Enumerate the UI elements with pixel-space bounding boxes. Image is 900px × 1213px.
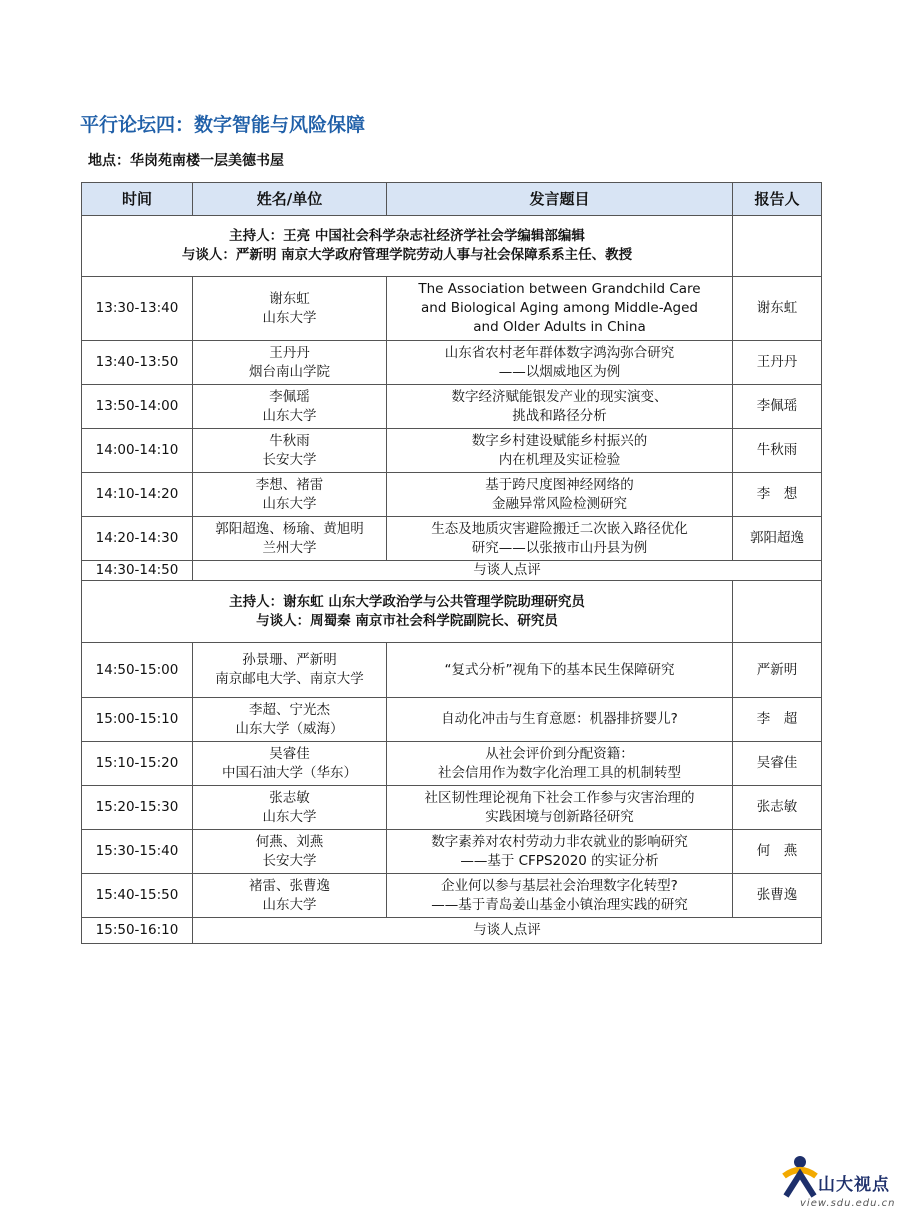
topic-cell-line: 社会信用作为数字化治理工具的机制转型 [438, 764, 681, 781]
logo-text: 山大视点 [818, 1175, 890, 1195]
speaker-cell: 李佩瑶 [733, 385, 822, 429]
topic-cell [387, 385, 733, 429]
topic-cell-line: 企业何以参与基层社会治理数字化转型? [441, 877, 678, 894]
topic-cell-line: 金融异常风险检测研究 [492, 495, 627, 512]
name-unit-cell-line: 李超、宁光杰 [249, 701, 330, 718]
name-unit-cell [193, 429, 387, 473]
time-cell: 13:30-13:40 [82, 277, 193, 341]
topic-cell [387, 874, 733, 918]
table-row [82, 385, 822, 429]
time-cell: 14:20-14:30 [82, 517, 193, 561]
table-row [82, 429, 822, 473]
table-row [82, 786, 822, 830]
table-row [82, 830, 822, 874]
name-unit-cell-line: 李想、褚雷 [255, 476, 324, 493]
table-row [82, 698, 822, 742]
time-cell: 15:50-16:10 [82, 918, 193, 944]
name-unit-cell [193, 786, 387, 830]
topic-cell-line: 自动化冲击与生育意愿：机器排挤婴儿? [441, 711, 678, 727]
name-unit-cell-line: 谢东虹 [269, 290, 310, 307]
sdu-view-logo-icon [780, 1152, 820, 1200]
time-cell: 15:40-15:50 [82, 874, 193, 918]
discussant-line: 与谈人：周蜀秦 南京市社会科学院副院长、研究员 [256, 612, 558, 629]
name-unit-cell-line: 郭阳超逸、杨瑜、黄旭明 [215, 520, 364, 537]
table-row [82, 517, 822, 561]
topic-cell-line: 实践困境与创新路径研究 [485, 808, 634, 825]
table-row [82, 277, 822, 341]
name-unit-cell-line: 牛秋雨 [269, 432, 310, 449]
review-label: 与谈人点评 [193, 918, 822, 944]
topic-cell-line: 山东省农村老年群体数字鸿沟弥合研究 [444, 344, 675, 361]
name-unit-cell [193, 698, 387, 742]
speaker-cell: 谢东虹 [733, 277, 822, 341]
host-cell [82, 216, 733, 277]
topic-cell-line: and Biological Aging among Middle-Aged [421, 300, 698, 316]
speaker-cell: 何 燕 [733, 830, 822, 874]
topic-cell-line: 社区韧性理论视角下社会工作参与灾害治理的 [424, 789, 695, 806]
review-row [82, 918, 822, 944]
time-cell: 15:10-15:20 [82, 742, 193, 786]
name-unit-cell-line: 山东大学 [262, 309, 317, 326]
header-time: 时间 [82, 183, 193, 216]
host-row [82, 581, 822, 643]
speaker-cell: 严新明 [733, 643, 822, 698]
topic-cell [387, 742, 733, 786]
topic-cell [387, 341, 733, 385]
topic-cell [387, 643, 733, 698]
name-unit-cell-line: 山东大学 [262, 407, 317, 424]
time-cell: 15:00-15:10 [82, 698, 193, 742]
name-unit-cell-line: 李佩瑶 [269, 388, 310, 405]
host-speaker-blank [733, 216, 822, 277]
table-row [82, 874, 822, 918]
schedule-table [81, 182, 822, 944]
name-unit-cell-line: 兰州大学 [262, 539, 317, 556]
name-unit-cell-line: 张志敏 [269, 789, 310, 806]
topic-cell-line: ——基于 CFPS2020 的实证分析 [460, 852, 659, 869]
topic-cell-line: 研究——以张掖市山丹县为例 [471, 539, 648, 556]
time-cell: 13:40-13:50 [82, 341, 193, 385]
name-unit-cell-line: 山东大学（威海） [235, 720, 344, 737]
name-unit-cell [193, 385, 387, 429]
name-unit-cell-line: 王丹丹 [269, 344, 310, 361]
speaker-cell: 李 超 [733, 698, 822, 742]
topic-cell [387, 473, 733, 517]
name-unit-cell-line: 南京邮电大学、南京大学 [215, 671, 364, 687]
name-unit-cell-line: 山东大学 [262, 495, 317, 512]
header-speaker: 报告人 [733, 183, 822, 216]
review-label: 与谈人点评 [193, 561, 822, 581]
topic-cell-line: 数字素养对农村劳动力非农就业的影响研究 [431, 833, 688, 850]
name-unit-cell [193, 874, 387, 918]
topic-cell-line: “复式分析”视角下的基本民生保障研究 [444, 661, 675, 678]
host-cell [82, 581, 733, 643]
topic-cell-line: 挑战和路径分析 [512, 407, 607, 424]
name-unit-cell-line: 长安大学 [262, 852, 317, 869]
name-unit-cell-line: 吴睿佳 [269, 745, 310, 762]
sdu-view-logo [770, 1148, 895, 1210]
table-row [82, 341, 822, 385]
name-unit-cell [193, 830, 387, 874]
topic-cell-line: and Older Adults in China [473, 319, 646, 335]
logo-url: view.sdu.edu.cn [800, 1198, 896, 1209]
time-cell: 14:00-14:10 [82, 429, 193, 473]
name-unit-cell [193, 341, 387, 385]
host-line: 主持人：王亮 中国社会科学杂志社经济学社会学编辑部编辑 [229, 228, 585, 244]
topic-cell-line: 生态及地质灾害避险搬迁二次嵌入路径优化 [431, 520, 688, 537]
name-unit-cell-line: 褚雷、张曹逸 [249, 877, 330, 894]
topic-cell-line: 基于跨尺度图神经网络的 [485, 476, 634, 493]
name-unit-cell-line: 山东大学 [262, 896, 317, 913]
name-unit-cell [193, 643, 387, 698]
forum-title: 平行论坛四：数字智能与风险保障 [80, 114, 366, 136]
time-cell: 14:50-15:00 [82, 643, 193, 698]
topic-cell [387, 786, 733, 830]
topic-cell-line: ——基于青岛姜山基金小镇治理实践的研究 [431, 896, 688, 913]
speaker-cell: 李 想 [733, 473, 822, 517]
topic-cell-line: 数字乡村建设赋能乡村振兴的 [471, 432, 648, 449]
name-unit-cell-line: 何燕、刘燕 [255, 833, 324, 850]
host-speaker-blank [733, 581, 822, 643]
speaker-cell: 王丹丹 [733, 341, 822, 385]
speaker-cell: 牛秋雨 [733, 429, 822, 473]
topic-cell-line: ——以烟威地区为例 [498, 363, 621, 380]
time-cell: 15:30-15:40 [82, 830, 193, 874]
table-header-row [82, 183, 822, 216]
name-unit-cell-line: 孙景珊、严新明 [242, 652, 337, 668]
name-unit-cell-line: 中国石油大学（华东） [222, 764, 357, 781]
discussant-line: 与谈人：严新明 南京大学政府管理学院劳动人事与社会保障系系主任、教授 [181, 247, 633, 263]
header-topic: 发言题目 [387, 183, 733, 216]
time-cell: 13:50-14:00 [82, 385, 193, 429]
table-row [82, 643, 822, 698]
topic-cell-line: 内在机理及实证检验 [498, 451, 621, 468]
name-unit-cell [193, 473, 387, 517]
name-unit-cell [193, 277, 387, 341]
name-unit-cell-line: 长安大学 [262, 451, 317, 468]
speaker-cell: 张志敏 [733, 786, 822, 830]
topic-cell [387, 698, 733, 742]
topic-cell [387, 517, 733, 561]
speaker-cell: 张曹逸 [733, 874, 822, 918]
host-row [82, 216, 822, 277]
host-line: 主持人：谢东虹 山东大学政治学与公共管理学院助理研究员 [229, 593, 585, 610]
header-name-unit: 姓名/单位 [193, 183, 387, 216]
name-unit-cell-line: 烟台南山学院 [249, 363, 330, 380]
time-cell: 15:20-15:30 [82, 786, 193, 830]
topic-cell [387, 830, 733, 874]
name-unit-cell-line: 山东大学 [262, 808, 317, 825]
topic-cell [387, 277, 733, 341]
venue-label: 地点：华岗苑南楼一层美德书屋 [88, 153, 284, 169]
speaker-cell: 吴睿佳 [733, 742, 822, 786]
name-unit-cell [193, 517, 387, 561]
table-row [82, 473, 822, 517]
time-cell: 14:30-14:50 [82, 561, 193, 581]
name-unit-cell [193, 742, 387, 786]
speaker-cell: 郭阳超逸 [733, 517, 822, 561]
review-row [82, 561, 822, 581]
topic-cell-line: The Association between Grandchild Care [418, 281, 701, 297]
time-cell: 14:10-14:20 [82, 473, 193, 517]
topic-cell-line: 数字经济赋能银发产业的现实演变、 [451, 388, 668, 405]
topic-cell [387, 429, 733, 473]
topic-cell-line: 从社会评价到分配资籍： [485, 745, 634, 762]
table-row [82, 742, 822, 786]
